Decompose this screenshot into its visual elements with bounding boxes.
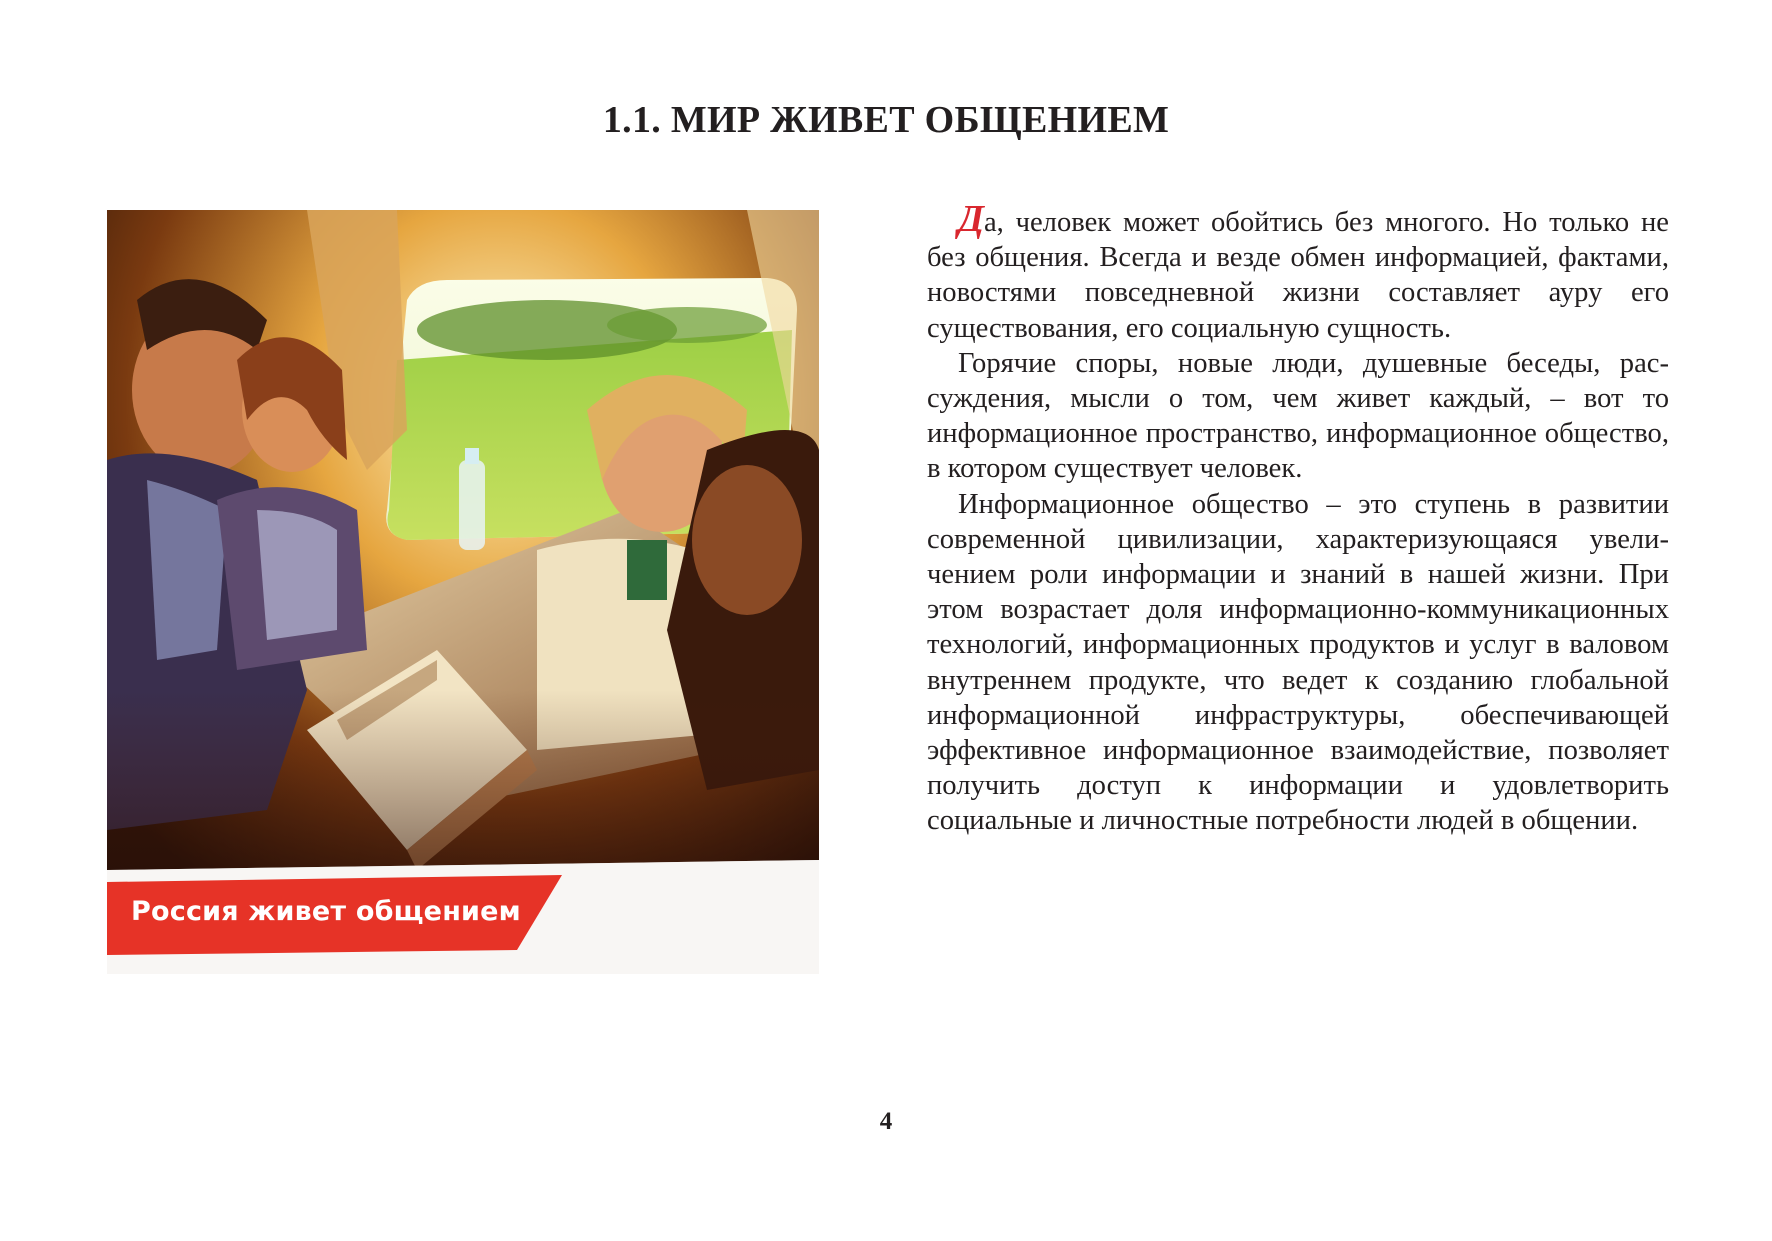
photo	[107, 210, 819, 974]
paragraph-3: Информационное общество – это ступень в развитии современной цивилизации, характеризующаяся увеличением роли информации и знаний в нашей жизни. При этом возрастает доля информационно-коммуникационных технологий, информационных продуктов и услуг в валовом внутреннем продукте, что ведет к созданию глобальной информационной инфраструктуры, обеспечивающей эффективное информационное взаимодействие, позволяет получить доступ к информации и удовлетворить социальные и личностные потребности людей в общении.	[927, 488, 1669, 837]
photo-illustration	[107, 210, 819, 974]
page-title: 1.1. МИР ЖИВЕТ ОБЩЕНИЕМ	[602, 99, 1170, 141]
paragraph-1	[927, 200, 1669, 346]
paragraph-1-text: а, человек может обойтись без многого. Но только не без общения. Всегда и везде обмен информацией, фактами, новостями повседневной жизни составляет ауру его существования, его социальную сущность.	[927, 207, 1669, 344]
body-text	[927, 200, 1669, 839]
page-number: 4	[879, 1108, 893, 1135]
paragraph-2: Горячие споры, новые люди, душевные беседы, рассуждения, мысли о том, чем живет каждый, – вот то информационное пространство, информационное общество, в котором существует человек.	[927, 347, 1669, 485]
drop-letter: Д	[958, 198, 984, 240]
photo-caption: Россия живет общением	[131, 896, 521, 927]
